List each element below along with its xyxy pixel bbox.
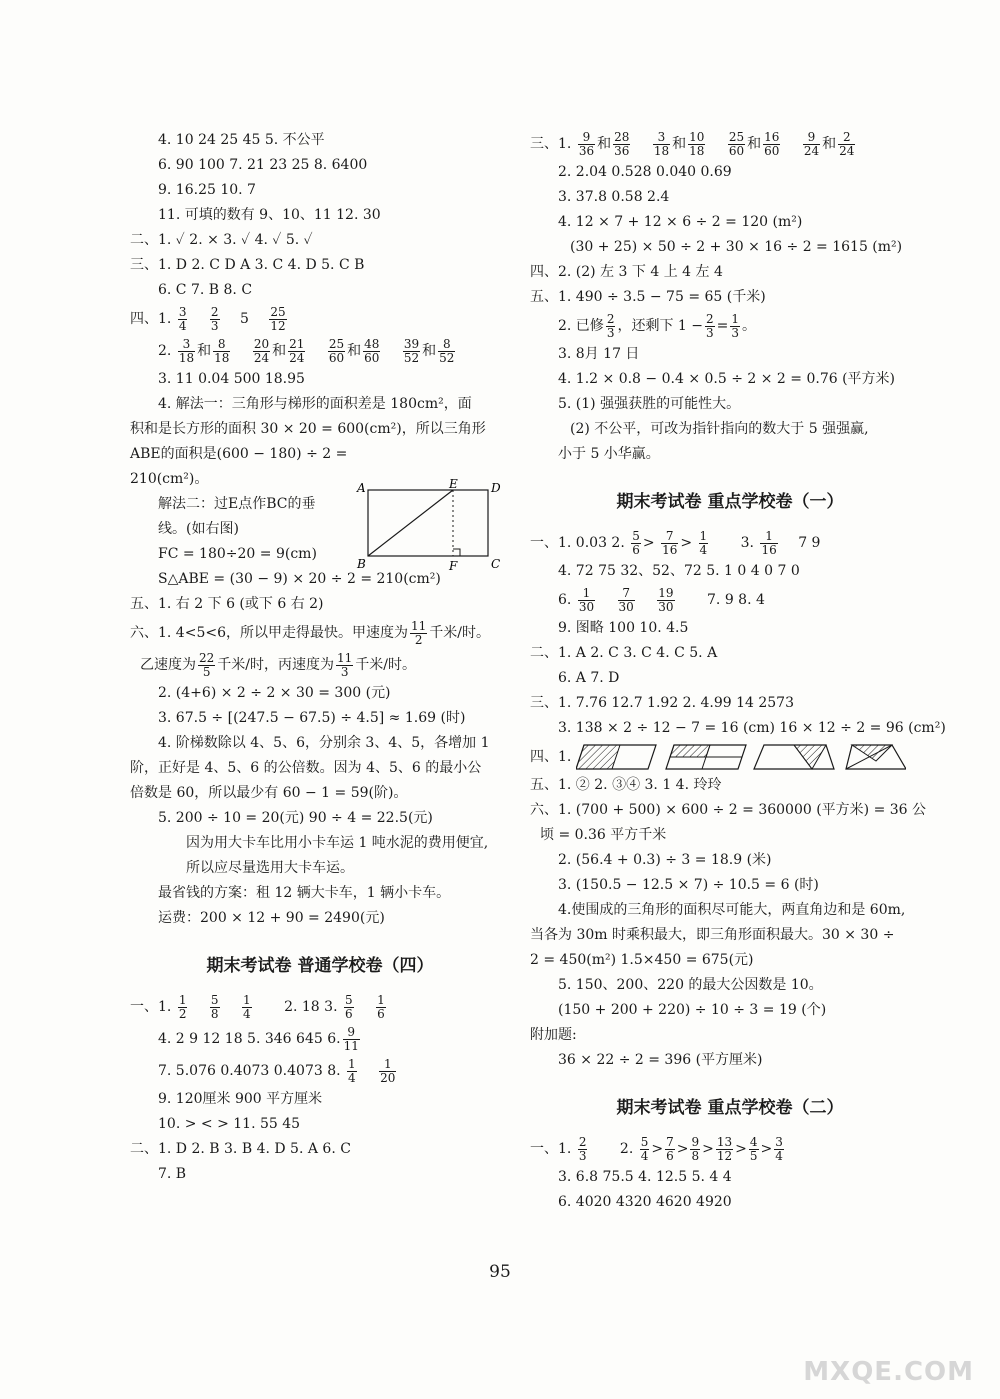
answer-line: 三、1. 7.76 12.7 1.92 2. 4.99 14 2573	[530, 695, 794, 711]
answer-line: 五、1. ② 2. ③④ 3. 1 4. 玲玲	[530, 777, 722, 793]
answer-line: 11. 可填的数有 9、10、11 12. 30	[158, 207, 381, 223]
answer-line: 36 × 22 ÷ 2 = 396 (平方厘米)	[558, 1052, 763, 1068]
answer-line: 一、1. $\frac{2}{3}$ 2. $\frac{5}{4}$ > $\frac{7}{6}$ > $\frac{9}{8}$ > $\frac{13}{12}$ > $\frac{4}{5}$ > $\frac{3}{4}$	[530, 1134, 783, 1163]
answer-line: 6. A 7. D	[558, 670, 620, 686]
right-column	[530, 128, 946, 1215]
answer-line: 3. 138 × 2 ÷ 12 − 7 = 16 (cm) 16 × 12 ÷ 2 = 96 (cm²)	[558, 720, 946, 736]
fraction: $\frac{7}{6}$	[666, 1134, 674, 1163]
answer-line: 2. 已修 $\frac{2}{3}$ ，还剩下 1 − $\frac{2}{3}$ = $\frac{1}{3}$ 。	[558, 311, 757, 340]
answer-line: 9. 图略 100 10. 4.5	[558, 620, 689, 636]
fraction: $\frac{19}{30}$	[658, 585, 674, 614]
label-b: B	[357, 557, 366, 571]
answer-line: 6. 4020 4320 4620 4920	[558, 1194, 732, 1210]
answer-line: 一、1. $\frac{1}{2}$ $\frac{5}{8}$ $\frac{1}{4}$ 2. 18 3. $\frac{5}{6}$ $\frac{1}{6}$	[130, 992, 385, 1021]
item-label: 四、1.	[130, 311, 172, 327]
answer-line: 9. 120厘米 900 平方厘米	[158, 1091, 323, 1107]
answer-line: 小于 5 小华赢。	[558, 446, 660, 462]
parallelogram-3	[754, 745, 834, 769]
label-f: F	[449, 559, 458, 573]
answer-line: 6. $\frac{1}{30}$ $\frac{7}{30}$ $\frac{19}{30}$ 7. 9 8. 4	[558, 585, 765, 614]
answer-line: 二、1. ✓ 2. × 3. ✓ 4. ✓ 5. ✓	[130, 232, 313, 248]
fraction: $\frac{2}{3}$	[606, 311, 615, 340]
fraction: $\frac{3}{18}$	[178, 336, 195, 365]
section-title: 期末考试卷 重点学校卷（一）	[616, 492, 844, 512]
answer-line: S△ABE = (30 − 9) × 20 ÷ 2 = 210(cm²)	[158, 571, 441, 587]
fraction: $\frac{2}{3}$	[578, 1134, 587, 1163]
watermark-text: MXQE.COM	[803, 1357, 974, 1387]
rectangle-abcd	[368, 490, 488, 556]
fraction: $\frac{25}{60}$	[728, 129, 745, 158]
answer-line: 10. > < > 11. 55 45	[158, 1116, 301, 1132]
fraction: $\frac{5}{6}$	[344, 992, 353, 1021]
fraction: $\frac{1}{4}$	[243, 992, 251, 1021]
parallelogram-4	[846, 745, 906, 769]
fraction: $\frac{1}{4}$	[348, 1056, 356, 1085]
fraction: $\frac{10}{18}$	[689, 129, 705, 158]
fraction: $\frac{5}{8}$	[210, 992, 219, 1021]
answer-line: 当各为 30m 时乘积最大，即三角形面积最大。30 × 30 ÷	[530, 927, 895, 943]
fraction: $\frac{9}{11}$	[343, 1024, 359, 1053]
fraction: $\frac{7}{30}$	[618, 585, 634, 614]
answer-line: (150 + 200 + 220) ÷ 10 ÷ 3 = 19 (个)	[558, 1002, 827, 1018]
answer-line: 9. 16.25 10. 7	[158, 182, 256, 198]
answer-line: 三、1. D 2. C D A 3. C 4. D 5. C B	[130, 257, 365, 273]
answer-line: FC = 180÷20 = 9(cm)	[158, 546, 317, 562]
answer-line: 6. C 7. B 8. C	[158, 282, 253, 298]
fraction: $\frac{9}{24}$	[803, 129, 820, 158]
answer-line: 5. (1) 强强获胜的可能性大。	[558, 396, 741, 412]
fraction: $\frac{1}{30}$	[578, 585, 595, 614]
answer-line: 二、1. D 2. B 3. B 4. D 5. A 6. C	[130, 1141, 351, 1157]
fraction: $\frac{11}{3}$	[337, 650, 353, 679]
fraction: $\frac{25}{60}$	[328, 336, 345, 365]
answer-line: ABE的面积是(600 − 180) ÷ 2 =	[130, 446, 348, 462]
answer-value: 5	[240, 311, 249, 327]
fraction: $\frac{3}{4}$	[775, 1134, 783, 1163]
answer-line: 顷 = 0.36 平方千米	[540, 827, 667, 843]
fraction: $\frac{3}{4}$	[178, 304, 187, 333]
right-angle-mark	[453, 549, 460, 556]
fraction: $\frac{21}{24}$	[289, 336, 305, 365]
answer-line: 3. 67.5 ÷ [(247.5 − 67.5) ÷ 4.5] ≈ 1.69 (时)	[158, 710, 466, 726]
answer-line: (2) 不公平，可改为指针指向的数大于 5 强强赢,	[570, 421, 869, 437]
fraction: $\frac{22}{5}$	[199, 650, 215, 679]
answer-line: 3. 37.8 0.58 2.4	[558, 189, 670, 205]
answer-line: 线。(如右图)	[158, 521, 239, 537]
answer-line: 四、2. (2) 左 3 下 4 上 4 左 4	[530, 264, 723, 280]
parallelogram-1	[576, 745, 656, 769]
left-column	[130, 128, 510, 1187]
answer-line: 五、1. 右 2 下 6 (或下 6 右 2)	[130, 596, 324, 612]
fraction: $\frac{20}{24}$	[253, 336, 270, 365]
fraction: $\frac{3}{18}$	[653, 129, 670, 158]
answer-line: 3. 11 0.04 500 18.95	[158, 371, 305, 387]
answer-line: 运费：200 × 12 + 90 = 2490(元)	[158, 910, 385, 926]
answer-line: 因为用大卡车比用小卡车运 1 吨水泥的费用便宜,	[186, 835, 489, 851]
answer-line: 3. 8月 17 日	[558, 346, 640, 362]
answer-line: 4.使围成的三角形的面积尽可能大，两直角边和是 60m,	[558, 902, 906, 918]
fraction: $\frac{5}{4}$	[640, 1134, 649, 1163]
fraction: $\frac{7}{16}$	[662, 528, 678, 557]
answer-line: 2. 2.04 0.528 0.040 0.69	[558, 164, 732, 180]
fraction: $\frac{2}{3}$	[706, 311, 714, 340]
fraction: $\frac{11}{2}$	[411, 618, 427, 647]
fraction: $\frac{1}{2}$	[178, 992, 187, 1021]
fraction: $\frac{48}{60}$	[364, 336, 380, 365]
fraction: $\frac{39}{52}$	[403, 336, 420, 365]
answer-line: 4. 10 24 25 45 5. 不公平	[158, 132, 325, 148]
answer-line: 四、1.	[530, 741, 930, 773]
answer-line: 倍数是 60，所以最少有 60 − 1 = 59(阶)。	[130, 785, 408, 801]
answer-line: 最省钱的方案：租 12 辆大卡车，1 辆小卡车。	[158, 885, 451, 901]
label-d: D	[491, 481, 501, 495]
fraction: $\frac{2}{24}$	[839, 129, 855, 158]
answer-line: 3. (150.5 − 12.5 × 7) ÷ 10.5 = 6 (时)	[558, 877, 819, 893]
fraction: $\frac{2}{3}$	[210, 304, 219, 333]
fraction: $\frac{28}{36}$	[614, 129, 630, 158]
answer-line: 7. 5.076 0.4073 0.4073 8. $\frac{1}{4}$ $\frac{1}{20}$	[158, 1056, 396, 1085]
answer-line: 5. 150、200、220 的最大公因数是 10。	[558, 977, 823, 993]
answer-line: 7. B	[158, 1166, 187, 1182]
answer-line: 4. 解法一：三角形与梯形的面积差是 180cm²，面	[158, 396, 472, 412]
fraction: $\frac{9}{36}$	[578, 129, 595, 158]
answer-line: 阶，正好是 4、5、6 的公倍数。因为 4、5、6 的最小公	[130, 760, 482, 776]
parallelogram-2	[666, 745, 746, 769]
answer-line: 2 = 450(m²) 1.5×450 = 675(元)	[530, 952, 754, 968]
page-number: 95	[489, 1262, 511, 1282]
watermark	[780, 1297, 980, 1387]
fraction: $\frac{1}{3}$	[731, 311, 740, 340]
answer-line: 五、1. 490 ÷ 3.5 − 75 = 65 (千米)	[530, 289, 766, 305]
fraction: $\frac{16}{60}$	[764, 129, 780, 158]
section-title: 期末考试卷 普通学校卷（四）	[206, 956, 434, 976]
answer-line: 二、1. A 2. C 3. C 4. C 5. A	[530, 645, 718, 661]
answer-line: 所以应尽量选用大卡车运。	[186, 860, 354, 876]
fraction: $\frac{8}{52}$	[439, 336, 455, 365]
rectangle-triangle-figure	[355, 478, 505, 573]
fraction: $\frac{5}{6}$	[632, 528, 640, 557]
section-title: 期末考试卷 重点学校卷（二）	[616, 1098, 844, 1118]
fraction: $\frac{1}{16}$	[761, 528, 777, 557]
fraction: $\frac{1}{20}$	[380, 1056, 396, 1085]
answer-line: 210(cm²)。	[130, 471, 209, 487]
answer-line: 解法二：过E点作BC的垂	[158, 496, 316, 512]
answer-line: 5. 200 ÷ 10 = 20(元) 90 ÷ 4 = 22.5(元)	[158, 810, 433, 826]
fraction: $\frac{8}{18}$	[214, 336, 230, 365]
answer-line: 2. (4+6) × 2 ÷ 2 × 30 = 300 (元)	[158, 685, 391, 701]
answer-line: 乙速度为 $\frac{22}{5}$ 千米/时，丙速度为 $\frac{11}{3}$ 千米/时。	[140, 650, 416, 679]
fraction: $\frac{25}{12}$	[270, 304, 286, 333]
fraction: $\frac{4}{5}$	[749, 1134, 758, 1163]
fraction: $\frac{1}{4}$	[699, 528, 708, 557]
answer-line: 4. 2 9 12 18 5. 346 645 6. $\frac{9}{11}$	[158, 1024, 359, 1053]
fraction: $\frac{9}{8}$	[691, 1134, 700, 1163]
label-a: A	[357, 481, 366, 495]
answer-line: 4. 1.2 × 0.8 − 0.4 × 0.5 ÷ 2 × 2 = 0.76 (平方米)	[558, 371, 896, 387]
answer-line: (30 + 25) × 50 ÷ 2 + 30 × 16 ÷ 2 = 1615 (m²)	[570, 239, 903, 255]
answer-line: 6. 90 100 7. 21 23 25 8. 6400	[158, 157, 368, 173]
label-e: E	[449, 478, 458, 491]
answer-line: 积和是长方形的面积 30 × 20 = 600(cm²)，所以三角形	[130, 421, 486, 437]
segment-be	[368, 490, 453, 556]
parallelogram-figures	[576, 743, 906, 771]
answer-line: 3. 6.8 75.5 4. 12.5 5. 4 4	[558, 1169, 732, 1185]
answer-line: 六、1. 4<5<6，所以甲走得最快。甲速度为 $\frac{11}{2}$ 千米/时。	[130, 618, 490, 647]
fraction: $\frac{13}{12}$	[716, 1134, 733, 1163]
answer-line: 2. (56.4 + 0.3) ÷ 3 = 18.9 (米)	[558, 852, 772, 868]
answer-line: 六、1. (700 + 500) × 600 ÷ 2 = 360000 (平方米) = 36 公	[530, 802, 927, 818]
answer-line: 4. 72 75 32、52、72 5. 1 0 4 0 7 0	[558, 563, 800, 579]
answer-line: 三、1. $\frac{9}{36}$ 和 $\frac{28}{36}$ $\frac{3}{18}$ 和 $\frac{10}{18}$ $\frac{25}{60}$ 和 $\frac{16}{60}$ $\frac{9}{24}$ 和 $\frac{2}{24}$	[530, 129, 855, 158]
answer-line: 4. 阶梯数除以 4、5、6，分别余 3、4、5，各增加 1	[158, 735, 490, 751]
fraction: $\frac{1}{6}$	[377, 992, 385, 1021]
answer-line: 2. $\frac{3}{18}$ 和 $\frac{8}{18}$ $\frac{20}{24}$ 和 $\frac{21}{24}$ $\frac{25}{60}$ 和 $\frac{48}{60}$ $\frac{39}{52}$ 和 $\frac{8}{52}$	[158, 336, 455, 365]
answer-line: 一、1. 0.03 2. $\frac{5}{6}$ > $\frac{7}{16}$ > $\frac{1}{4}$ 3. $\frac{1}{16}$ 7 9	[530, 528, 821, 557]
label-c: C	[491, 557, 501, 571]
answer-line: 4. 12 × 7 + 12 × 6 ÷ 2 = 120 (m²)	[558, 214, 803, 230]
answer-line: 附加题:	[530, 1027, 577, 1043]
answer-line	[130, 303, 510, 335]
